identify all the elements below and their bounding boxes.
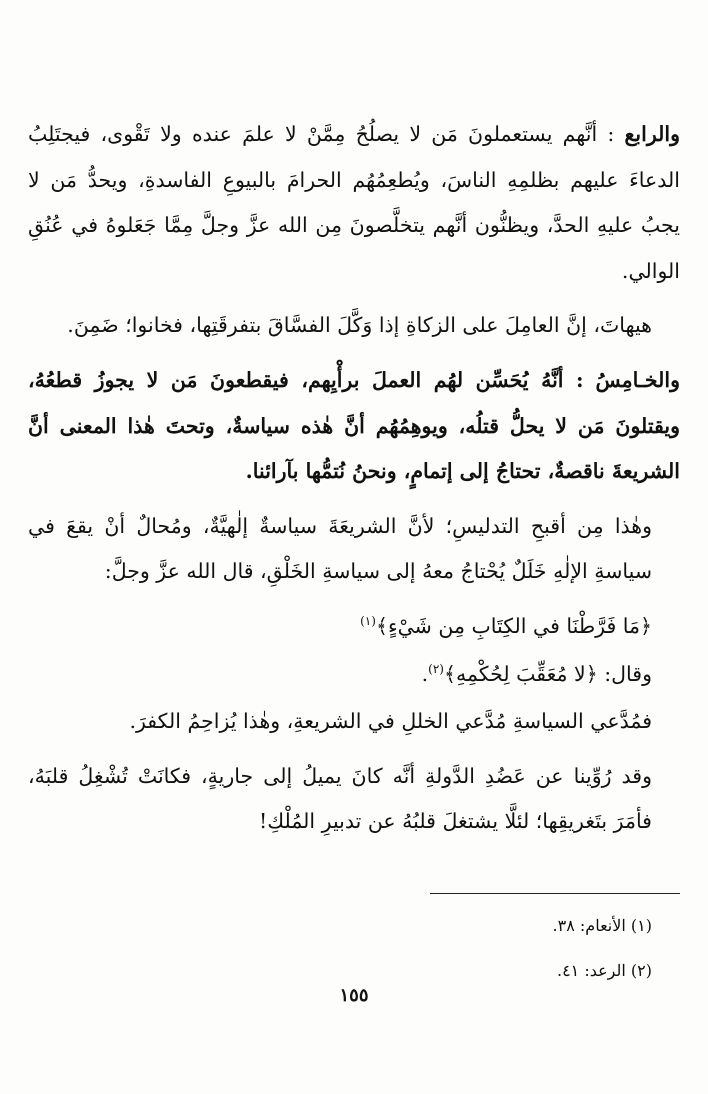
quran-quote-rad [28, 652, 680, 698]
quran-quote-anam [28, 604, 680, 650]
paragraph-tadlis [28, 504, 680, 595]
paragraph-fifth [28, 358, 680, 495]
paragraph-text-fourth: : أنَّهم يستعملونَ مَن لا يصلُحُ مِمَّنْ لا علمَ عنده ولا تَقْوى، فيجتَلِبُ الدعاءَ عليهم بظلمِهِ الناسَ، ويُطعِمُهُم الحرامَ بالبيوعِ الفاسدةِ، ويحدُّ مَن لا يجبُ عليهِ الحدَّ، ويظنُّون أنَّهم يتخلَّصونَ مِن الله عزَّ وجلَّ مِمَّا جَعَلوهُ في عُنُقِ الوالي. [28, 122, 680, 283]
paragraph-text-fifth: : أنَّهُ يُحَسِّن لهُم العملَ برأْيِهم، فيقطعونَ مَن لا يجوزُ قطعُهُ، ويقتلونَ مَن لا يحلُّ قتلُه، ويوهِمُهُم أنَّ هٰذه سياسةٌ، وتحتَ هٰذا المعنى أنَّ الشريعةَ ناقصةٌ، تحتاجُ إلى إتمامٍ، ونحنُ نُتمُّها بآرائنا. [28, 367, 680, 484]
main-text [28, 112, 680, 854]
paragraph-text-adud: وقد رُوِّينا عن عَضُدِ الدَّولةِ أنَّه كانَ يميلُ إلى جاريةٍ، فكانَتْ تُشْغِلُ قلبَهُ، فأمَرَ بتَغريقِها؛ لئلَّا يشتغلَ قلبُهُ عن تدبيرِ المُلْكِ! [28, 763, 652, 834]
paragraph-lead-fourth: والرابع [624, 122, 680, 146]
footnotes [52, 903, 652, 993]
footnote-divider [430, 893, 680, 894]
footnote-1: (١) الأنعام: ٣٨. [552, 916, 652, 935]
footnote-2: (٢) الرعد: ٤١. [556, 961, 652, 980]
quote-end: . [421, 661, 429, 686]
paragraph-text-siyasa: فمُدَّعي السياسةِ مُدَّعي الخللِ في الشريعةِ، وهٰذا يُزاحِمُ الكفرَ. [129, 709, 652, 734]
quote-text-rad: ﴿لا مُعَقِّبَ لِحُكْمِهِ﴾ [443, 661, 598, 686]
page-number: ١٥٥ [339, 985, 369, 1006]
footnote-ref-1: (١) [360, 614, 376, 629]
paragraph-haihat [28, 303, 680, 349]
footnote-ref-2: (٢) [428, 661, 444, 676]
paragraph-adud [28, 754, 680, 845]
paragraph-text-tadlis: وهٰذا مِن أقبحِ التدليسِ؛ لأنَّ الشريعَةَ سياسةٌ إلٰهيَّةٌ، ومُحالٌ أنْ يقعَ في سياسةِ الإلٰهِ خَلَلٌ يُحْتاجُ معهُ إلى سياسةِ الخَلْقِ، قال الله عزَّ وجلَّ: [28, 513, 652, 584]
quote-text-anam: ﴿مَا فَرَّطْنَا في الكِتَابِ مِن شَيْءٍ﴾ [375, 613, 652, 638]
paragraph-lead-fifth: والخـامِسُ [595, 367, 680, 392]
paragraph-fourth [28, 112, 680, 294]
paragraph-siyasa [28, 699, 680, 745]
paragraph-text-haihat: هيهاتَ، إنَّ العامِلَ على الزكاةِ إذا وَكَّلَ الفسَّاقَ بتفرقَتِها، فخانوا؛ ضَمِنَ. [67, 313, 652, 338]
quote-prefix: وقال: [604, 661, 652, 686]
